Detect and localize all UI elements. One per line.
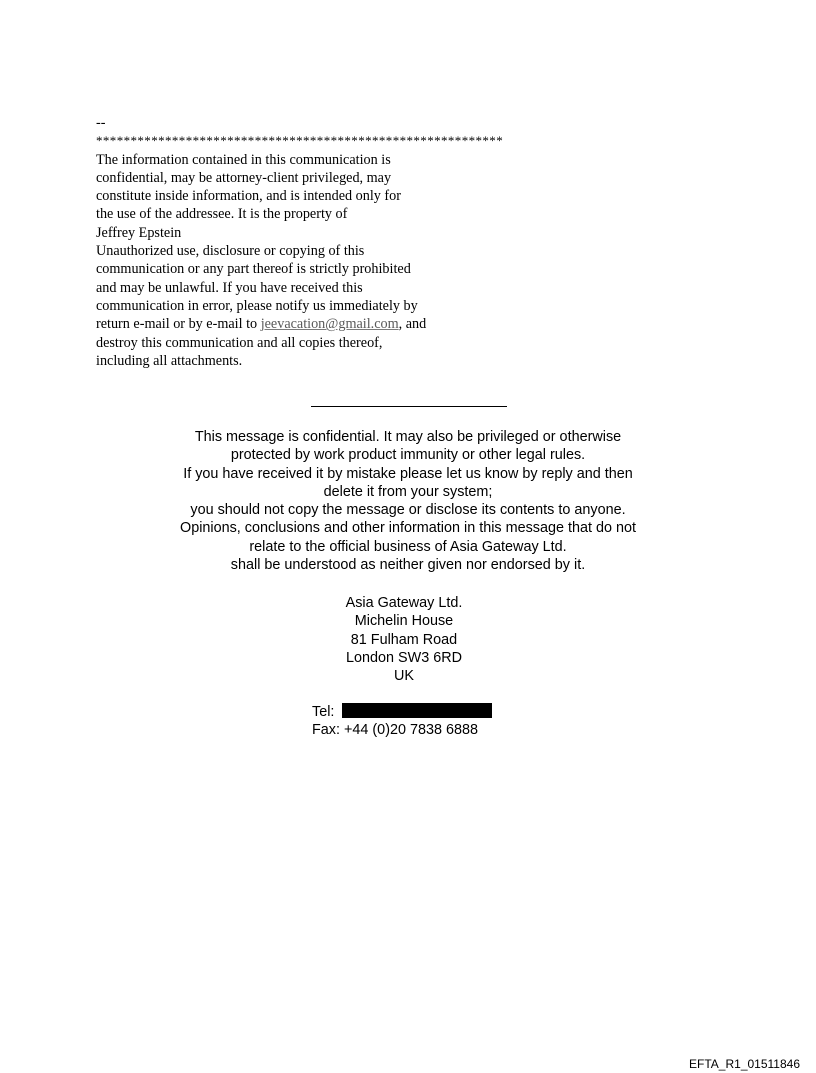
notice-line: relate to the official business of Asia Gateway Ltd.: [249, 538, 567, 555]
email-suffix: , and: [398, 316, 427, 333]
disclaimer-line: the use of the addressee. It is the property of: [96, 206, 348, 223]
separator-stars: ***********************************************************: [96, 133, 504, 149]
confidentiality-notice: [100, 428, 716, 574]
address-line: UK: [394, 668, 414, 685]
tel-line: [312, 703, 572, 721]
disclaimer-line: including all attachments.: [96, 352, 243, 369]
disclaimer-line: communication in error, please notify us immediately by: [96, 297, 418, 314]
address-line: Asia Gateway Ltd.: [345, 595, 463, 611]
address-line: Michelin House: [354, 613, 454, 630]
disclaimer-line: Jeffrey Epstein: [96, 224, 182, 241]
disclaimer-line: confidential, may be attorney-client privileged, may: [96, 169, 392, 186]
disclaimer-line: The information contained in this communication is: [96, 151, 391, 168]
disclaimer-line: constitute inside information, and is intended only for: [96, 188, 401, 205]
separator-dashes: --: [96, 115, 106, 131]
disclaimer-line: and may be unlawful. If you have received this: [96, 279, 363, 296]
email-link[interactable]: jeevacation@gmail.com: [260, 316, 399, 333]
disclaimer-line: destroy this communication and all copies thereof,: [96, 334, 383, 351]
fax-line: Fax: +44 (0)20 7838 6888: [312, 722, 479, 739]
notice-line: Opinions, conclusions and other information in this message that do not: [180, 520, 636, 537]
address-line: London SW3 6RD: [346, 649, 462, 666]
notice-line: shall be understood as neither given nor endorsed by it.: [230, 557, 586, 574]
horizontal-rule: [311, 406, 507, 407]
disclaimer-email-line: [96, 315, 656, 333]
notice-line: This message is confidential. It may also be privileged or otherwise: [194, 429, 622, 445]
bates-number: EFTA_R1_01511846: [689, 1057, 800, 1071]
notice-line: delete it from your system;: [323, 483, 493, 500]
confidentiality-disclaimer: [96, 114, 656, 370]
disclaimer-line: communication or any part thereof is strictly prohibited: [96, 261, 411, 278]
email-prefix: return e-mail or by e-mail to: [96, 316, 261, 333]
notice-line: you should not copy the message or disclose its contents to anyone.: [190, 502, 626, 519]
disclaimer-line: Unauthorized use, disclosure or copying of this: [96, 243, 365, 260]
address-line: 81 Fulham Road: [350, 631, 458, 648]
contact-info: [312, 703, 572, 740]
redaction-block: [342, 703, 492, 718]
tel-label: Tel:: [312, 704, 339, 720]
notice-line: If you have received it by mistake please let us know by reply and then: [183, 465, 633, 482]
notice-line: protected by work product immunity or other legal rules.: [230, 447, 586, 464]
company-address: [254, 594, 554, 685]
